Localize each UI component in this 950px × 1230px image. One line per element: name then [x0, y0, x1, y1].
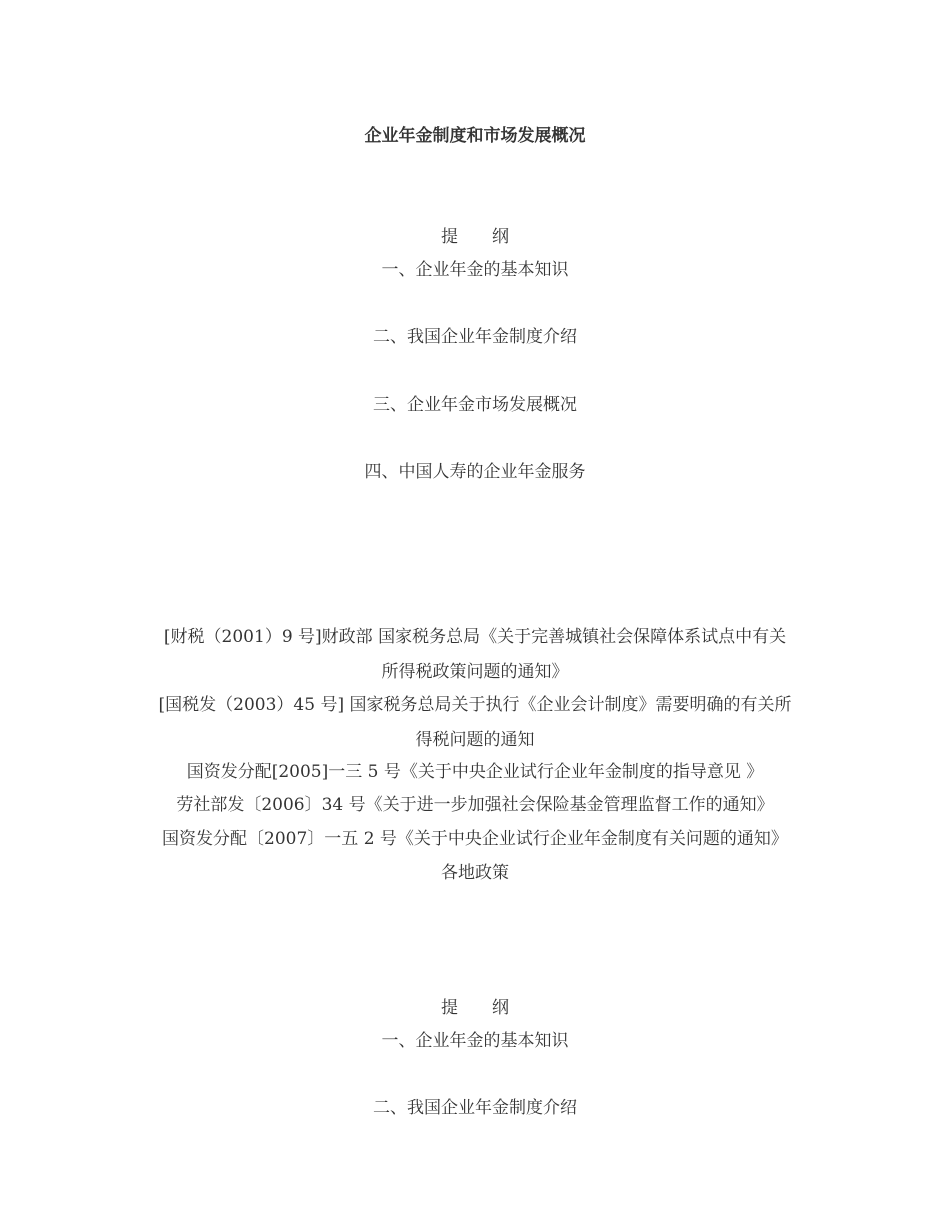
outline-item-2: 二、我国企业年金制度介绍: [373, 327, 577, 347]
policy-line-7: 国资发分配〔2007〕一五 2 号《关于中央企业试行企业年金制度有关问题的通知》: [162, 829, 788, 849]
outline-item-1: 一、企业年金的基本知识: [381, 260, 569, 280]
outline-item-3: 三、企业年金市场发展概况: [373, 395, 577, 415]
policy-line-4: 得税问题的通知: [415, 730, 535, 750]
policy-line-1: [财税（2001）9 号]财政部 国家税务总局《关于完善城镇社会保障体系试点中有关: [163, 627, 787, 647]
outline-item-2-repeat: 二、我国企业年金制度介绍: [373, 1098, 577, 1118]
policy-line-6: 劳社部发〔2006〕34 号《关于进一步加强社会保险基金管理监督工作的通知》: [176, 795, 774, 815]
policy-line-2: 所得税政策问题的通知》: [381, 662, 569, 682]
document-title: 企业年金制度和市场发展概况: [364, 126, 586, 146]
outline-heading-repeat: 提 纲: [441, 998, 509, 1018]
outline-item-1-repeat: 一、企业年金的基本知识: [381, 1031, 569, 1051]
policy-line-8: 各地政策: [441, 863, 509, 883]
policy-line-5: 国资发分配[2005]一三 5 号《关于中央企业试行企业年金制度的指导意见 》: [186, 762, 764, 782]
outline-item-4: 四、中国人寿的企业年金服务: [364, 462, 586, 482]
outline-heading: 提 纲: [441, 227, 509, 247]
policy-line-3: [国税发（2003）45 号] 国家税务总局关于执行《企业会计制度》需要明确的有关所: [158, 695, 792, 715]
